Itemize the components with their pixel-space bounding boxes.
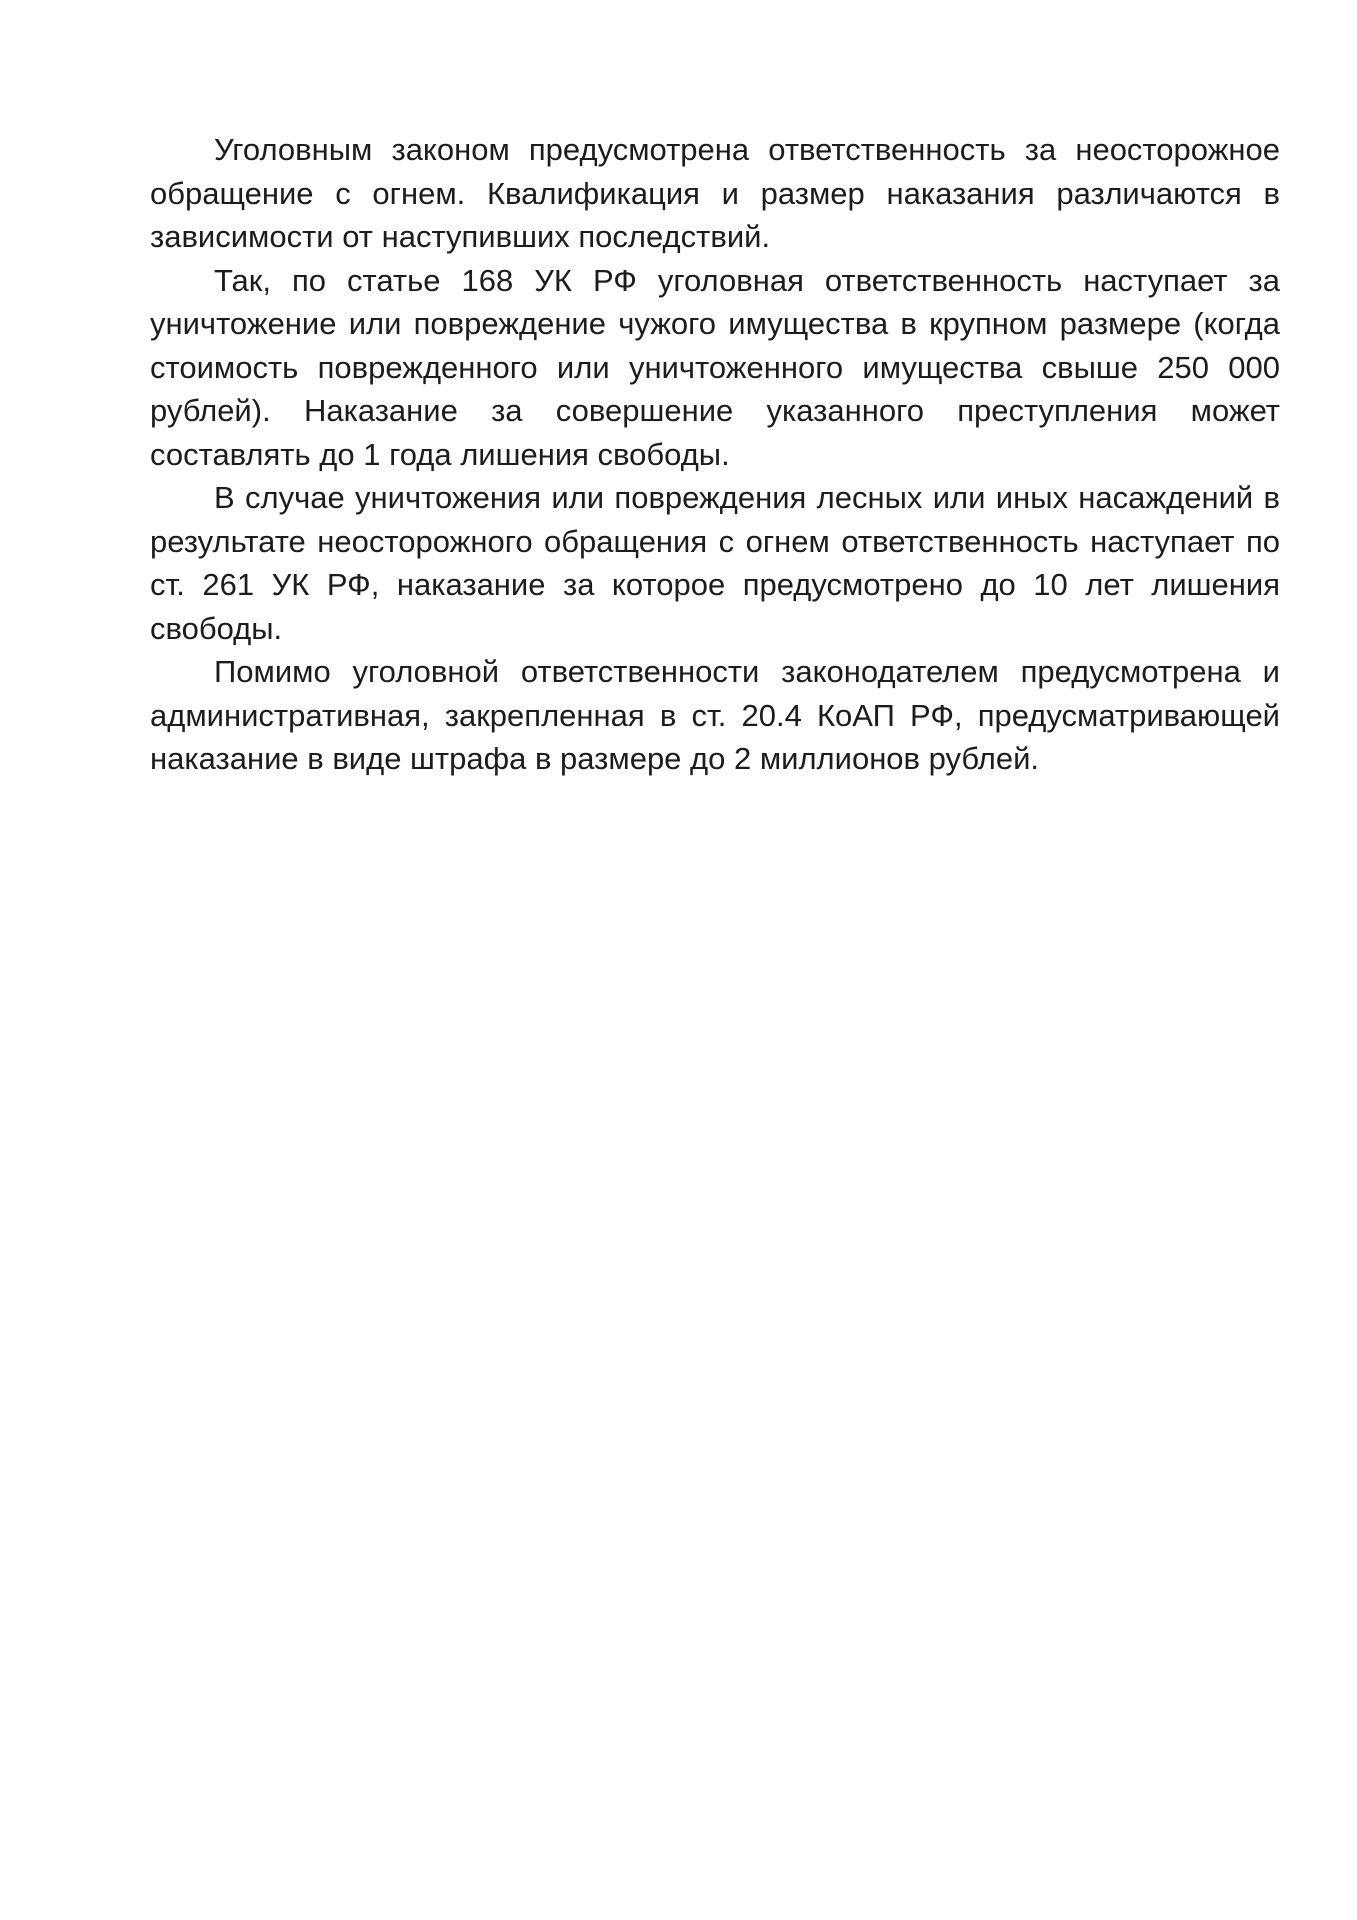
paragraph-administrative-liability: Помимо уголовной ответственности законодателем предусмотрена и административная, закрепленная в ст. 20.4 КоАП РФ, предусматривающей наказание в виде штрафа в размере до 2 миллионов рублей. — [150, 654, 1280, 776]
paragraph-article-261: В случае уничтожения или повреждения лесных или иных насаждений в результате неосторожного обращения с огнем ответственность наступает по ст. 261 УК РФ, наказание за которое предусмотрено до 10 лет лишения свободы. — [150, 480, 1280, 646]
paragraph-criminal-liability: Уголовным законом предусмотрена ответственность за неосторожное обращение с огнем. Квалификация и размер наказания различаются в зависимости от наступивших последствий. — [150, 132, 1280, 254]
paragraph-article-168: Так, по статье 168 УК РФ уголовная ответственность наступает за уничтожение или повреждение чужого имущества в крупном размере (когда стоимость поврежденного или уничтоженного имущества свыше 250 000 рублей). Наказание за совершение указанного преступления может составлять до 1 года лишения свободы. — [150, 262, 1280, 472]
document-body — [150, 128, 1280, 781]
